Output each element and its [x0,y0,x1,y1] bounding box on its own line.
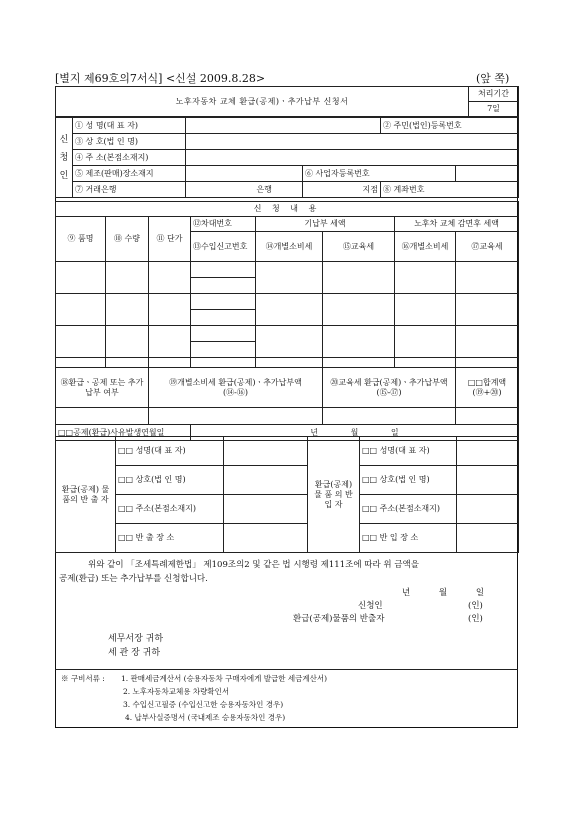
applicant-table [55,117,519,198]
declaration-line-1: 위와 같이 「조세특례제한법」 제109조의2 및 같은 법 시행령 제111조에 따라 위 금액을 [88,560,419,570]
applicant-sign-label: 신청인 [358,601,383,611]
branch-field[interactable]: 지점 [303,182,381,198]
price-cell[interactable] [149,294,191,326]
item-label: ⑨ 품명 [56,217,106,262]
returner-address-field[interactable] [224,495,308,524]
paid-excise-label: ⑭개별소비세 [256,232,323,262]
reduced-tax-label: 노후차 교체 감면후 세액 [395,217,519,232]
excise-refund-field[interactable] [149,408,323,425]
event-date-label: □□공제(환급)사유발생연월일 [56,425,191,441]
paid-tax-label: 기납부 세액 [256,217,395,232]
reduced-excise-cell[interactable] [395,326,456,358]
reduced-edu-cell[interactable] [456,294,519,326]
factory-field[interactable] [186,166,303,182]
form-title: 노후자동차 교체 환급(공제)ㆍ추가납부 신청서 [56,87,469,117]
trade-name-label: ③ 상 호(법 인 명) [73,134,186,150]
refund-or-add-field[interactable] [56,408,149,425]
paid-edu-cell[interactable] [323,294,395,326]
qty-label: ⑩ 수량 [106,217,149,262]
name-label: ① 성 명(대 표 자) [73,118,186,134]
business-no-label: ⑥ 사업자등록번호 [303,166,456,182]
resident-no-field[interactable] [381,118,519,134]
paid-edu-cell[interactable] [323,326,395,358]
returner-place-label: □□ 반 출 장 소 [116,524,224,553]
price-cell[interactable] [149,326,191,358]
receiver-name-field[interactable] [457,437,519,466]
processing-period-value: 7일 [469,102,519,117]
vehicle-no-label: ⑫차대번호 [191,217,256,232]
vehicle-no-cell[interactable] [191,294,256,310]
price-cell[interactable] [149,262,191,294]
import-no-cell[interactable] [191,342,256,358]
applicant-section-label: 신 청 인 [56,118,73,198]
edu-refund-field[interactable] [323,408,456,425]
reduced-excise-cell[interactable] [395,262,456,294]
attachment-item: 2. 노후자동차교체용 차량확인서 [123,687,230,696]
receiver-address-label: □□ 주소(본점소재지) [360,495,457,524]
returner-name-field[interactable] [224,437,308,466]
business-no-field[interactable] [456,166,519,182]
parties-table [55,436,519,553]
qty-cell[interactable] [106,294,149,326]
bank-field[interactable]: 은행 [186,182,303,198]
returner-sign-label: 환급(공제)물품의 반출자 [293,614,385,624]
paid-excise-cell[interactable] [256,294,323,326]
reduced-edu-cell[interactable] [456,326,519,358]
returner-trade-label: □□ 상호(법 인 명) [116,466,224,495]
receiver-place-label: □□ 반 입 장 소 [360,524,457,553]
address-label: ④ 주 소(본점소재지) [73,150,186,166]
account-label: ⑧ 계좌번호 [383,184,425,194]
vehicle-no-cell[interactable] [191,262,256,278]
import-no-cell[interactable] [191,278,256,294]
event-date-field[interactable]: 년 월 일 [191,425,519,441]
paid-edu-label: ⑮교육세 [323,232,395,262]
paid-excise-cell[interactable] [256,262,323,294]
reduced-edu-label: ⑰교육세 [456,232,519,262]
factory-label: ⑤ 제조(판매)장소재지 [73,166,186,182]
form-reference: [별지 제69호의7서식] <신설 2009.8.28> [55,72,266,85]
qty-cell[interactable] [106,326,149,358]
returner-name-label: □□ 성명(대 표 자) [116,437,224,466]
attachment-item: 3. 수입신고필증 (수입신고한 승용자동차인 경우) [123,700,284,709]
trade-name-field[interactable] [186,134,519,150]
content-section-title: 신 청 내 용 [56,202,519,217]
content-table [55,201,519,441]
processing-period-label: 처리기간 [469,87,519,102]
receiver-trade-field[interactable] [457,466,519,495]
attachments-divider [55,669,518,670]
item-cell[interactable] [56,262,106,294]
qty-cell[interactable] [106,262,149,294]
reduced-edu-cell[interactable] [456,262,519,294]
vehicle-no-cell[interactable] [191,326,256,342]
returner-section-label: 환급(공제) 물품의 반 출 자 [56,437,116,553]
account-field[interactable] [381,182,519,198]
attachment-item: 1. 판매세금계산서 (승용자동차 구매자에게 발급한 세금계산서) [121,674,328,683]
item-cell[interactable] [56,326,106,358]
attachments-label: ※ 구비서류 : [61,674,105,683]
price-label: ⑪ 단가 [149,217,191,262]
excise-refund-header: ⑲개별소비세 환급(공제)ㆍ추가납부액 (⑭-⑯) [149,368,323,408]
receiver-name-label: □□ 성명(대 표 자) [360,437,457,466]
item-cell[interactable] [56,294,106,326]
applicant-seal[interactable]: (인) [468,601,483,611]
receiver-trade-label: □□ 상호(법 인 명) [360,466,457,495]
receiver-place-field[interactable] [457,524,519,553]
page-side-label: (앞 쪽) [476,72,510,85]
receiver-section-label: 환급(공제) 물 품 의 반 입 자 [308,437,360,553]
address-field[interactable] [186,150,519,166]
returner-address-label: □□ 주소(본점소재지) [116,495,224,524]
declaration-line-2: 공제(환급) 또는 추가납부를 신청합니다. [59,574,208,584]
attachment-item: 4. 납부사실증명서 (국내제조 승용자동차인 경우) [125,713,286,722]
bank-label: ⑦ 거래은행 [73,182,186,198]
name-field[interactable] [186,118,381,134]
returner-trade-field[interactable] [224,466,308,495]
returner-place-field[interactable] [224,524,308,553]
paid-excise-cell[interactable] [256,326,323,358]
title-table [55,86,519,117]
returner-seal[interactable]: (인) [468,614,483,624]
import-no-label: ⑬수입신고번호 [191,232,256,262]
refund-or-add-label: ⑱환급ㆍ공제 또는 추가납부 여부 [56,368,149,408]
reduced-excise-cell[interactable] [395,294,456,326]
paid-edu-cell[interactable] [323,262,395,294]
to-tax-office: 세무서장 귀하 [108,634,164,644]
to-customs: 세 관 장 귀하 [108,648,161,658]
resident-no-label: ② 주민(법인)등록번호 [383,120,462,130]
receiver-address-field[interactable] [457,495,519,524]
edu-refund-header: ⑳교육세 환급(공제)ㆍ추가납부액 (⑮-⑰) [323,368,456,408]
declaration-date[interactable]: 년 월 일 [402,588,485,598]
import-no-cell[interactable] [191,310,256,326]
total-header: □□합계액 (⑲+⑳) [456,368,519,408]
reduced-excise-label: ⑯개별소비세 [395,232,456,262]
total-field[interactable] [456,408,519,425]
